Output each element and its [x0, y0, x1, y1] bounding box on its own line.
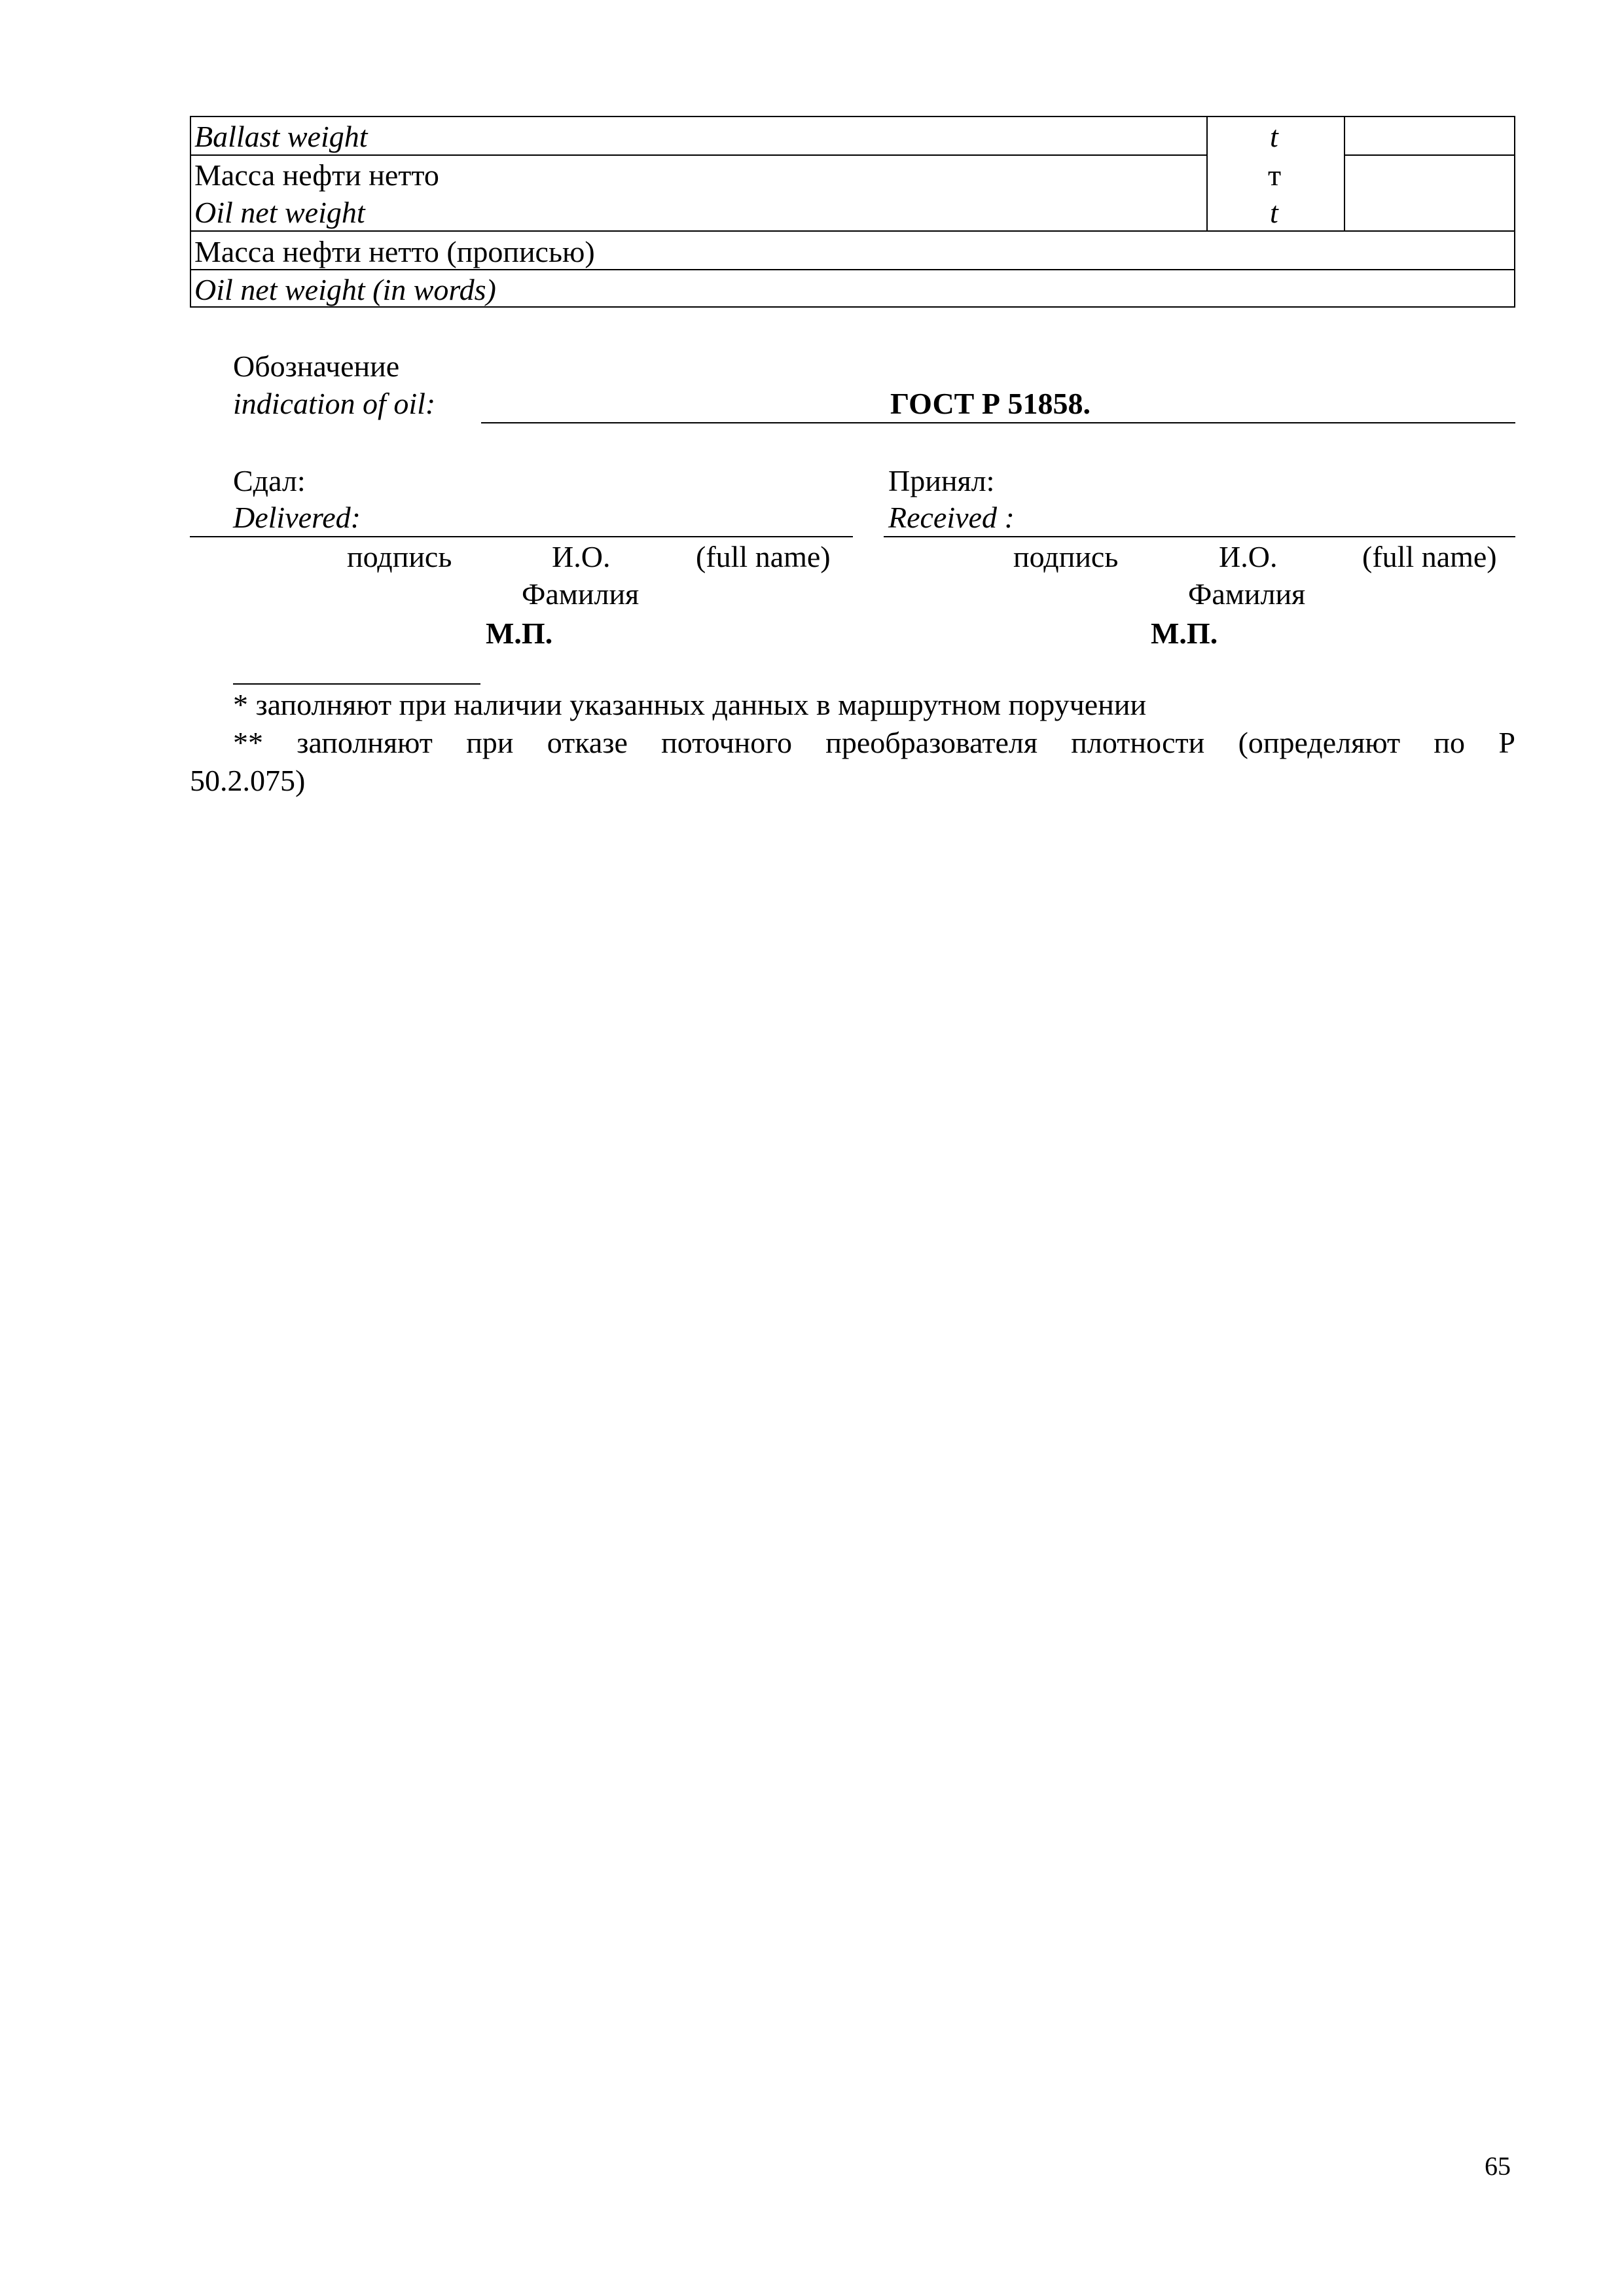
received-stamp-place: М.П. [1151, 617, 1218, 650]
delivered-stamp-place: М.П. [486, 617, 553, 650]
delivered-signature-caption: подпись [347, 540, 452, 573]
received-fullname-caption: (full name) [1362, 540, 1497, 573]
oil-net-weight-words-label-en: Oil net weight (in words) [194, 273, 496, 306]
delivered-fullname-caption: (full name) [696, 540, 831, 573]
ballast-weight-label: Ballast weight [194, 120, 368, 153]
footnote-2-word: по [1434, 726, 1466, 759]
footnote-2-word: при [466, 726, 514, 759]
footnote-2-line-1 [233, 728, 1515, 758]
footnote-2-line-2: 50.2.075) [190, 764, 306, 797]
oil-net-weight-unit-ru: т [1268, 158, 1282, 192]
oil-net-weight-words-field[interactable] [643, 236, 1514, 268]
received-signature-line[interactable] [884, 536, 1515, 537]
table-row-divider [190, 154, 1206, 156]
table-row-divider [190, 230, 1515, 232]
indication-label-en: indication of oil: [233, 387, 436, 420]
delivered-initials-caption: И.О. [552, 540, 611, 573]
footnote-2-word: поточного [661, 726, 792, 759]
oil-net-weight-value-cell[interactable] [1345, 156, 1514, 230]
indication-label-ru: Обозначение [233, 350, 400, 383]
footnote-1: * заполняют при наличии указанных данных в маршрутном поручении [233, 688, 1147, 721]
footnote-2-word: Р [1498, 726, 1515, 759]
table-row-divider [190, 269, 1515, 270]
received-label-ru: Принял: [888, 464, 995, 497]
delivered-signature-line[interactable] [190, 536, 853, 537]
footnote-2-word: заполняют [297, 726, 433, 759]
received-surname-caption: Фамилия [1188, 577, 1306, 611]
ballast-weight-unit: t [1270, 120, 1278, 153]
received-initials-caption: И.О. [1219, 540, 1278, 573]
table-col-divider [1206, 116, 1208, 231]
oil-net-weight-unit-en: t [1270, 196, 1278, 229]
oil-net-weight-label-en: Oil net weight [194, 196, 365, 229]
indication-underline[interactable] [481, 422, 1515, 423]
indication-value: ГОСТ Р 51858. [890, 387, 1091, 420]
footnote-2-word: ** [233, 726, 263, 759]
footnote-separator [233, 683, 480, 685]
received-label-en: Received : [888, 501, 1015, 534]
footnote-2-word: плотности [1071, 726, 1205, 759]
oil-net-weight-words-label-ru: Масса нефти нетто (прописью) [194, 235, 595, 268]
oil-net-weight-label-ru: Масса нефти нетто [194, 158, 439, 192]
delivered-surname-caption: Фамилия [522, 577, 640, 611]
delivered-label-ru: Сдал: [233, 464, 306, 497]
page-number: 65 [1485, 2151, 1511, 2181]
received-signature-caption: подпись [1013, 540, 1119, 573]
delivered-label-en: Delivered: [233, 501, 361, 534]
footnote-2-word: преобразователя [825, 726, 1038, 759]
footnote-2-word: (определяют [1238, 726, 1401, 759]
ballast-weight-value-cell[interactable] [1345, 117, 1514, 154]
footnote-2-word: отказе [547, 726, 628, 759]
